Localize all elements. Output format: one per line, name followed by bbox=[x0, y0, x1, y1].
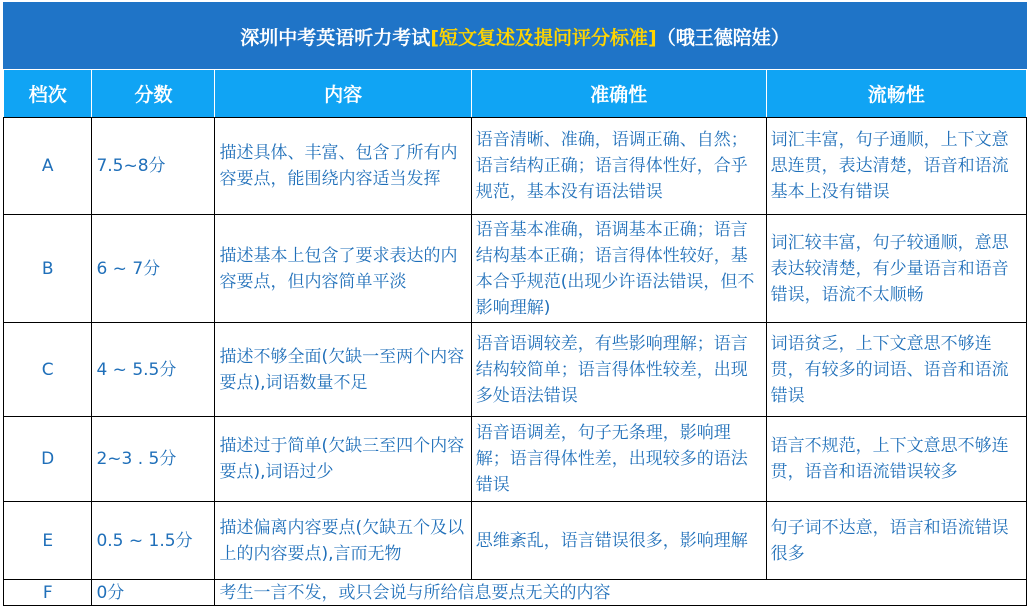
title-suffix: （哦王德陪娃） bbox=[656, 26, 790, 49]
table-row bbox=[4, 502, 1027, 580]
score-cell: 4 ~ 5.5分 bbox=[92, 323, 215, 417]
merged-description-cell: 考生一言不发，或只会说与所给信息要点无关的内容 bbox=[215, 580, 1027, 606]
score-cell: 0分 bbox=[92, 580, 215, 606]
title-prefix: 深圳中考英语听力考试 bbox=[240, 26, 431, 49]
score-cell: 6 ~ 7分 bbox=[92, 215, 215, 323]
score-cell: 7.5~8分 bbox=[92, 118, 215, 215]
header-fluency: 流畅性 bbox=[766, 70, 1026, 118]
grade-cell: F bbox=[4, 580, 92, 606]
fluency-cell: 语言不规范，上下文意思不够连贯，语音和语流错误较多 bbox=[766, 417, 1026, 502]
title-highlight: [短文复述及提问评分标准] bbox=[430, 26, 657, 49]
grade-cell: E bbox=[4, 502, 92, 580]
accuracy-cell: 语音基本准确，语调基本正确；语言结构基本正确；语言得体性较好，基本合乎规范(出现少许语法错误，但不影响理解) bbox=[471, 215, 766, 323]
fluency-cell: 句子词不达意，语言和语流错误很多 bbox=[766, 502, 1026, 580]
table-row bbox=[4, 580, 1027, 606]
fluency-cell: 词语贫乏，上下文意思不够连贯，有较多的词语、语音和语流错误 bbox=[766, 323, 1026, 417]
grade-cell: D bbox=[4, 417, 92, 502]
accuracy-cell: 语音语调较差，有些影响理解；语言结构较简单；语言得体性较差，出现多处语法错误 bbox=[471, 323, 766, 417]
score-cell: 0.5 ~ 1.5分 bbox=[92, 502, 215, 580]
header-accuracy: 准确性 bbox=[471, 70, 766, 118]
table-row bbox=[4, 417, 1027, 502]
header-grade: 档次 bbox=[4, 70, 92, 118]
grade-cell: B bbox=[4, 215, 92, 323]
header-row bbox=[4, 70, 1027, 118]
fluency-cell: 词汇较丰富，句子较通顺，意思表达较清楚，有少量语言和语音错误，语流不太顺畅 bbox=[766, 215, 1026, 323]
table-row bbox=[4, 215, 1027, 323]
content-cell: 描述不够全面(欠缺一至两个内容要点),词语数量不足 bbox=[215, 323, 471, 417]
fluency-cell: 词汇丰富，句子通顺，上下文意思连贯，表达清楚，语音和语流基本上没有错误 bbox=[766, 118, 1026, 215]
score-cell: 2~3 . 5分 bbox=[92, 417, 215, 502]
title-row bbox=[4, 3, 1027, 70]
content-cell: 描述具体、丰富、包含了所有内容要点，能围绕内容适当发挥 bbox=[215, 118, 471, 215]
header-content: 内容 bbox=[215, 70, 471, 118]
content-cell: 描述基本上包含了要求表达的内容要点，但内容简单平淡 bbox=[215, 215, 471, 323]
content-cell: 描述偏离内容要点(欠缺五个及以上的内容要点),言而无物 bbox=[215, 502, 471, 580]
accuracy-cell: 语音清晰、准确，语调正确、自然；语言结构正确；语言得体性好，合乎规范，基本没有语法错误 bbox=[471, 118, 766, 215]
grade-cell: A bbox=[4, 118, 92, 215]
content-cell: 描述过于简单(欠缺三至四个内容要点),词语过少 bbox=[215, 417, 471, 502]
page-title bbox=[4, 3, 1027, 70]
header-score: 分数 bbox=[92, 70, 215, 118]
table-row bbox=[4, 118, 1027, 215]
accuracy-cell: 语音语调差，句子无条理，影响理解；语言得体性差，出现较多的语法错误 bbox=[471, 417, 766, 502]
grade-cell: C bbox=[4, 323, 92, 417]
rubric-table bbox=[3, 2, 1027, 606]
table-row bbox=[4, 323, 1027, 417]
accuracy-cell: 思维紊乱，语言错误很多，影响理解 bbox=[471, 502, 766, 580]
